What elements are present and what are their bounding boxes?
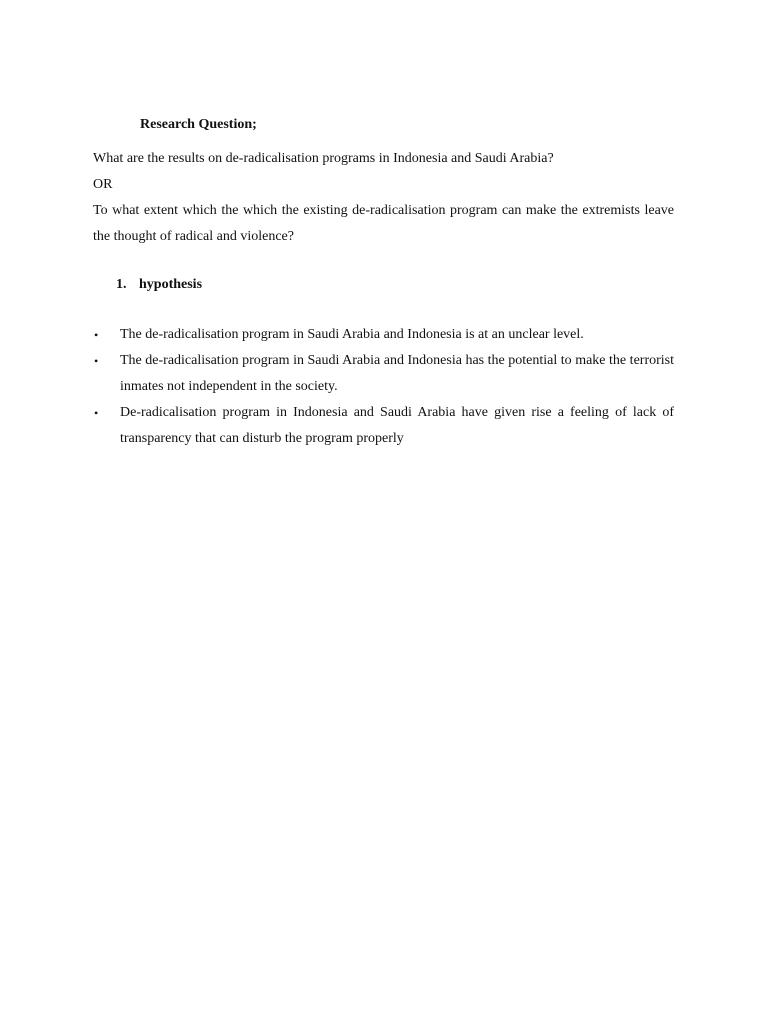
hypothesis-heading	[116, 276, 202, 294]
bullet-icon: •	[94, 328, 99, 342]
bullet-icon: •	[94, 354, 99, 368]
research-question-1: What are the results on de-radicalisation programs in Indonesia and Saudi Arabia?	[93, 151, 554, 166]
hypothesis-text: The de-radicalisation program in Saudi Arabia and Indonesia is at an unclear level.	[120, 327, 584, 342]
research-question-2: To what extent which the which the existing de-radicalisation program can make the extremists leave the thought of radical and violence?	[93, 203, 674, 244]
hypothesis-list	[93, 322, 674, 452]
list-item	[93, 322, 674, 348]
research-question-heading: Research Question;	[140, 117, 257, 132]
list-item	[93, 348, 674, 400]
section-title: hypothesis	[139, 277, 203, 292]
hypothesis-text: The de-radicalisation program in Saudi Arabia and Indonesia has the potential to make the terrorist inmates not independent in the society.	[120, 353, 674, 394]
list-item	[93, 400, 674, 452]
section-number: 1.	[116, 277, 127, 292]
or-separator: OR	[93, 177, 113, 192]
hypothesis-text: De-radicalisation program in Indonesia and Saudi Arabia have given rise a feeling of lack of transparency that can disturb the program properly	[120, 405, 674, 446]
bullet-icon: •	[94, 406, 99, 420]
